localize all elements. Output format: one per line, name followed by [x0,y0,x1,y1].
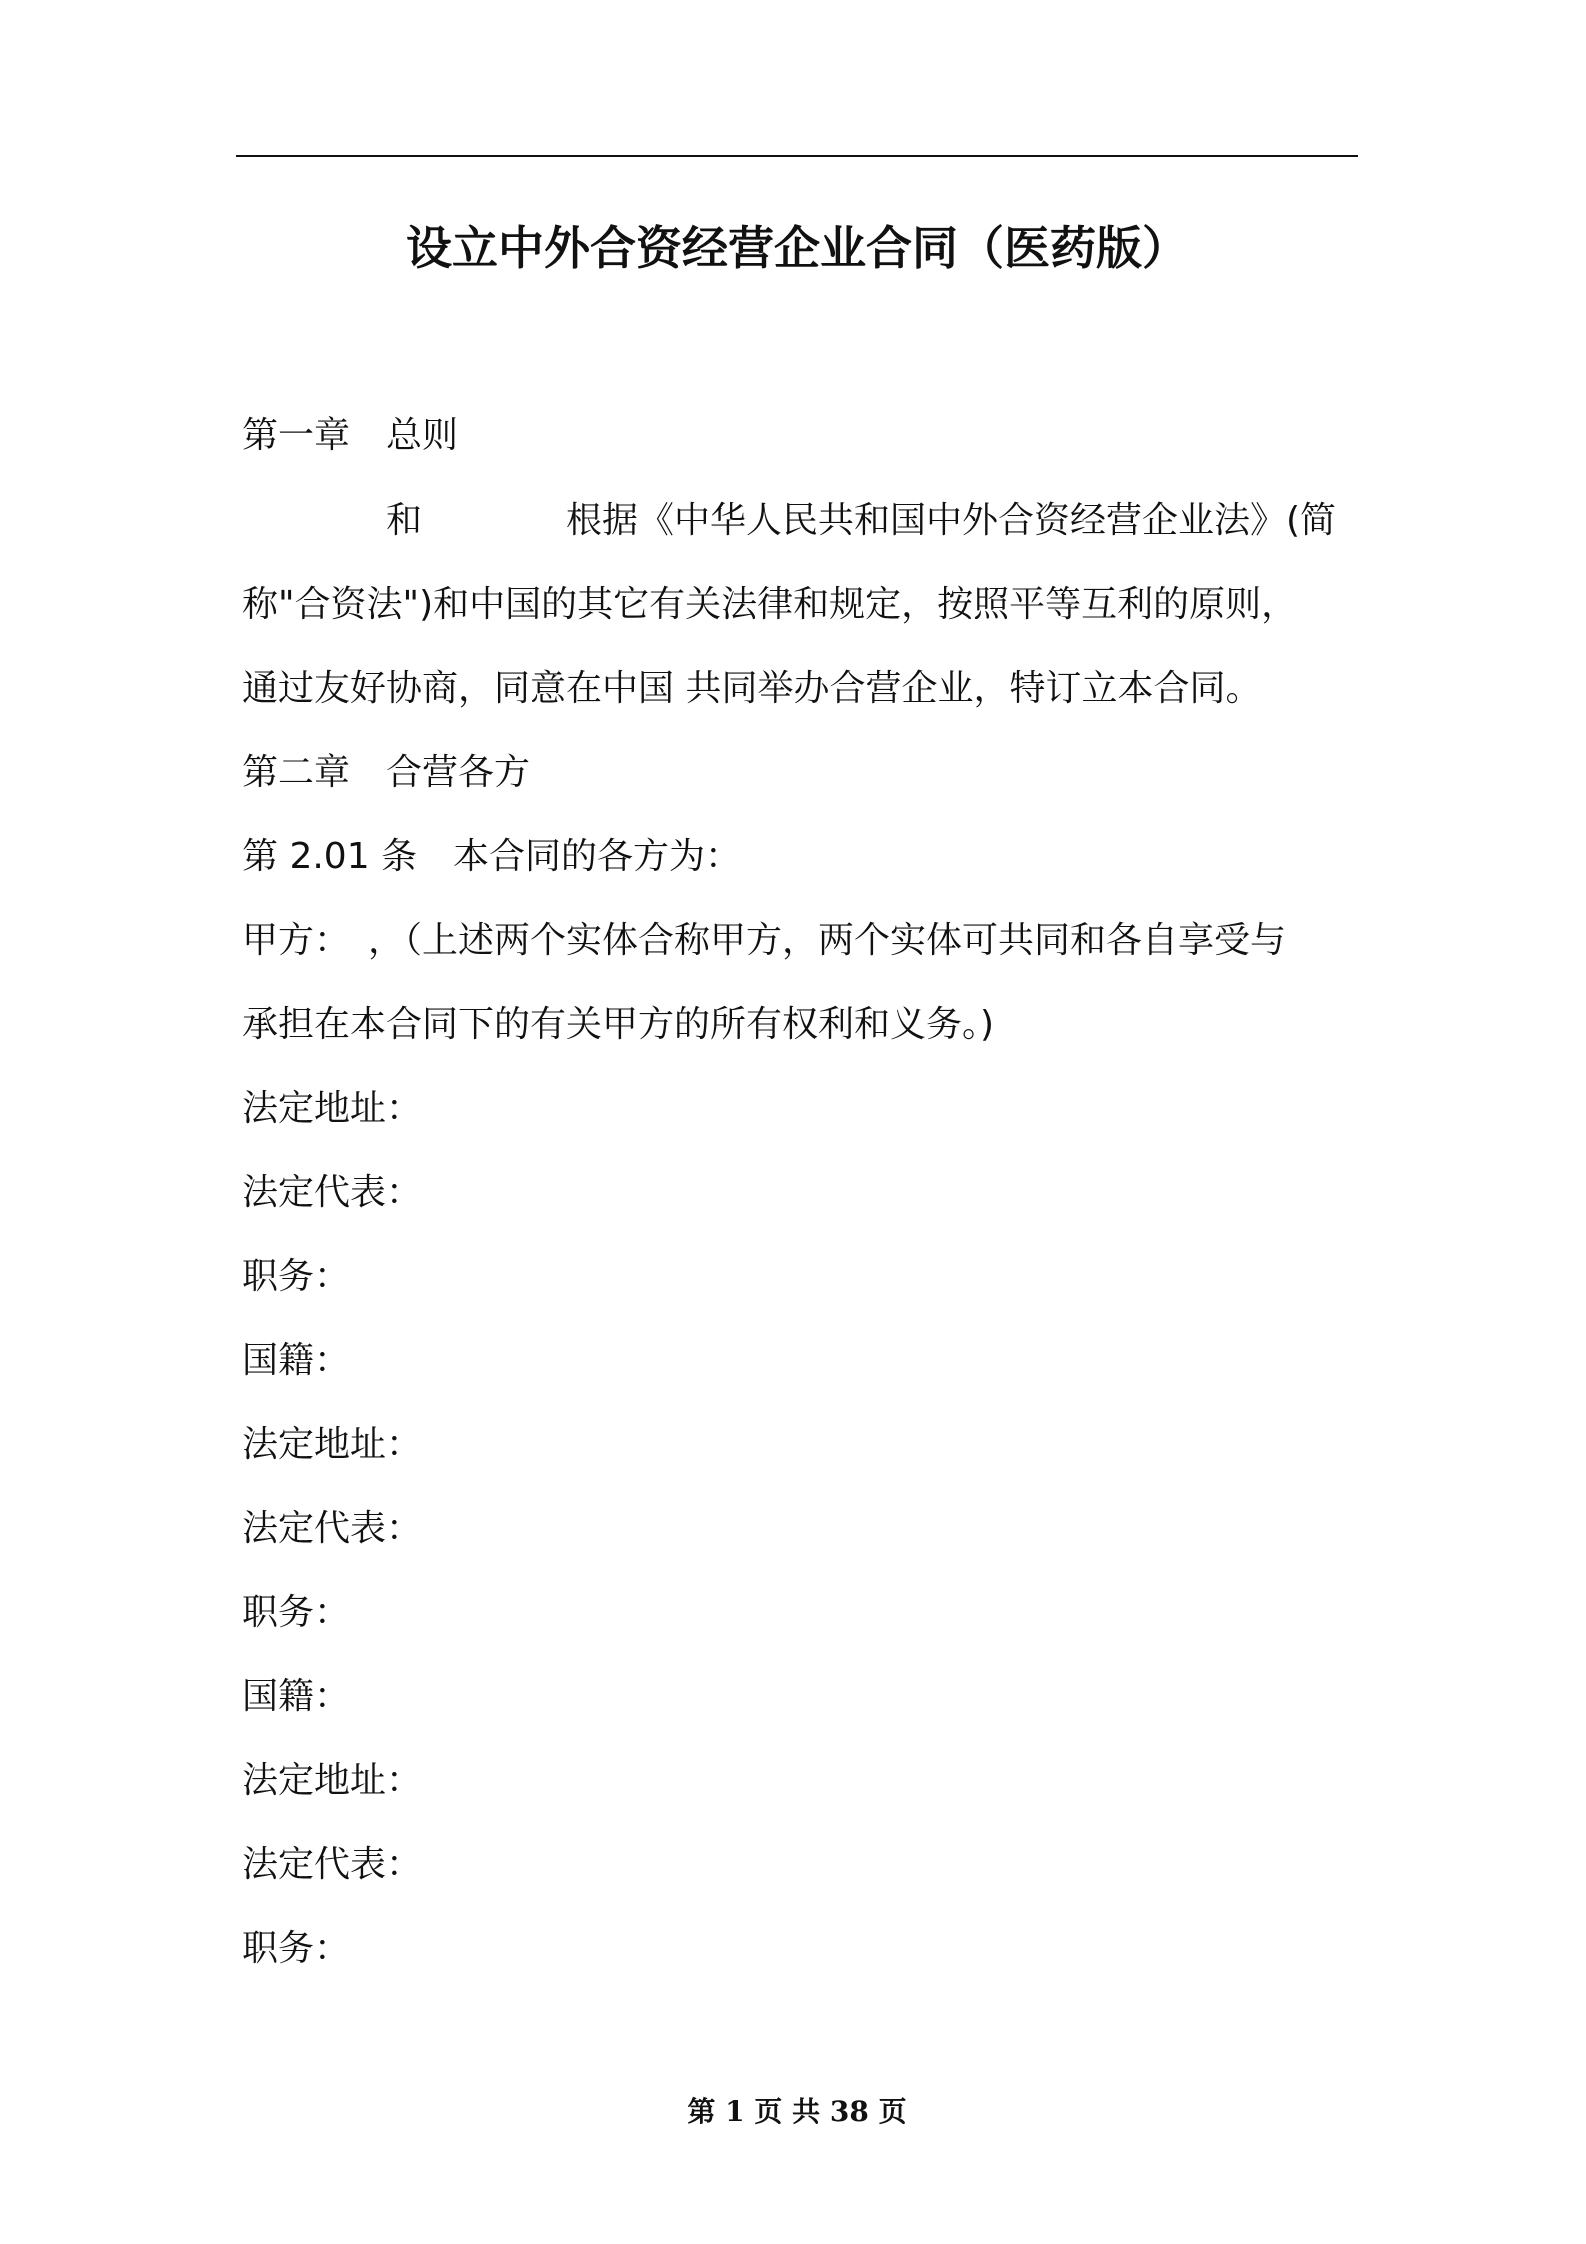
chapter-1-heading: 第一章 总则 [242,415,459,456]
field-label: 职务： [242,1592,351,1633]
field-label: 职务： [242,1256,351,1297]
paragraph-line: 通过友好协商，同意在中国 共同举办合营企业，特订立本合同。 [242,668,1262,709]
field-label: 法定代表： [242,1844,423,1885]
field-label: 职务： [242,1928,351,1969]
document-title: 设立中外合资经营企业合同（医药版） [406,221,1188,275]
header-rule [236,155,1358,157]
paragraph-line: 承担在本合同下的有关甲方的所有权利和义务。) [242,1004,995,1045]
field-label: 法定地址： [242,1760,423,1801]
chapter-2-heading: 第二章 合营各方 [242,752,531,793]
field-label: 法定地址： [242,1088,423,1129]
field-label: 法定代表： [242,1172,423,1213]
field-label: 国籍： [242,1340,351,1381]
field-label: 法定代表： [242,1508,423,1549]
field-label: 国籍： [242,1676,351,1717]
field-label: 法定地址： [242,1424,423,1465]
paragraph-line: 和 根据《中华人民共和国中外合资经营企业法》(简 [242,500,1337,541]
article-heading: 第 2.01 条 本合同的各方为： [242,836,742,877]
paragraph-line: 称"合资法")和中国的其它有关法律和规定，按照平等互利的原则， [242,584,1298,625]
page-number-footer: 第 1 页 共 38 页 [687,2095,907,2128]
paragraph-line: 甲方： ，（上述两个实体合称甲方，两个实体可共同和各自享受与 [242,920,1287,961]
